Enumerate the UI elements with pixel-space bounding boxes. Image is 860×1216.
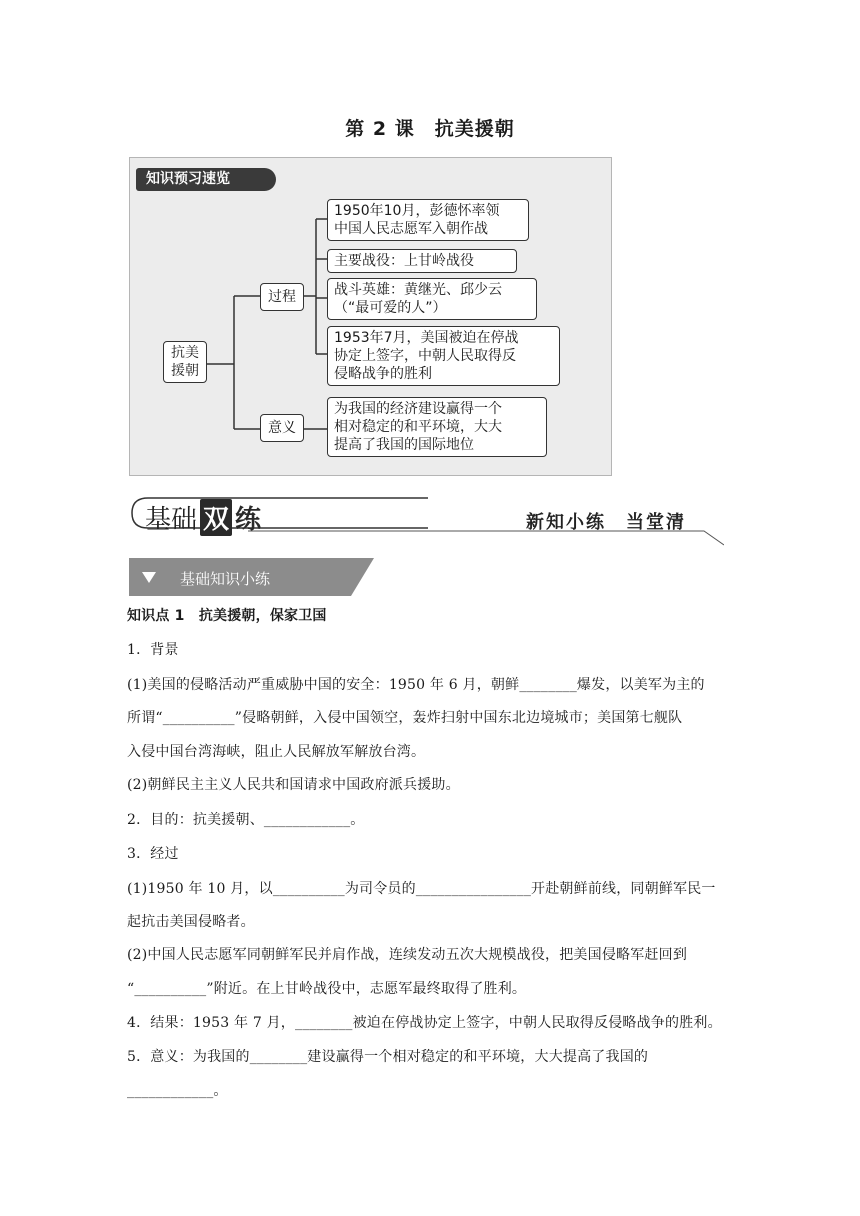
text-line-7: 3．经过 bbox=[127, 846, 179, 862]
band-word-1: 基础 bbox=[145, 505, 198, 535]
mind-map-root: 抗美 援朝 bbox=[163, 341, 207, 383]
band-word-2: 双 bbox=[200, 499, 232, 536]
text-line-11: “__________”附近。在上甘岭战役中，志愿军最终取得了胜利。 bbox=[127, 981, 527, 997]
band-title bbox=[145, 499, 261, 536]
branch-significance: 意义 bbox=[260, 414, 304, 442]
significance-item: 为我国的经济建设赢得一个 相对稳定的和平环境，大大 提高了我国的国际地位 bbox=[327, 397, 547, 457]
text-line-9: 起抗击美国侵略者。 bbox=[127, 914, 255, 930]
text-line-12: 4．结果：1953 年 7 月，________被迫在停战协定上签字，中朝人民取得反侵略战争的胜利。 bbox=[127, 1015, 722, 1031]
text-line-3: 所谓“__________”侵略朝鲜，入侵中国领空，轰炸扫射中国东北边境城市；美国第七舰队 bbox=[127, 710, 683, 726]
band-slogan: 新知小练 当堂清 bbox=[526, 512, 686, 533]
band-word-3: 练 bbox=[235, 505, 262, 535]
text-line-2: (1)美国的侵略活动严重威胁中国的安全：1950 年 6 月，朝鲜________爆发，以美军为主的 bbox=[127, 677, 705, 693]
process-item-heroes: 战斗英雄：黄继光、邱少云 （“最可爱的人”） bbox=[327, 278, 537, 320]
text-line-8: (1)1950 年 10 月，以__________为司令员的________________开赴朝鲜前线，同朝鲜军民一 bbox=[127, 881, 716, 897]
text-line-14: ____________。 bbox=[127, 1083, 228, 1099]
text-line-5: (2)朝鲜民主主义人民共和国请求中国政府派兵援助。 bbox=[127, 777, 460, 793]
triangle-down-icon bbox=[142, 572, 156, 584]
knowledge-point-heading: 知识点 1 抗美援朝，保家卫国 bbox=[127, 608, 327, 624]
text-line-4: 入侵中国台湾海峡，阻止人民解放军解放台湾。 bbox=[127, 744, 426, 760]
process-item-result: 1953年7月，美国被迫在停战 协定上签字，中朝人民取得反 侵略战争的胜利 bbox=[327, 326, 560, 386]
section-label: 基础知识小练 bbox=[180, 570, 271, 588]
process-item-entry: 1950年10月，彭德怀率领 中国人民志愿军入朝作战 bbox=[327, 199, 529, 241]
page-title: 第 2 课 抗美援朝 bbox=[345, 118, 515, 140]
text-line-13: 5．意义：为我国的________建设赢得一个相对稳定的和平环境，大大提高了我国的 bbox=[127, 1049, 649, 1065]
preview-tag: 知识预习速览 bbox=[136, 168, 276, 191]
text-line-1: 1．背景 bbox=[127, 642, 179, 658]
process-item-battle: 主要战役：上甘岭战役 bbox=[327, 249, 517, 273]
text-line-6: 2．目的：抗美援朝、____________。 bbox=[127, 812, 365, 828]
branch-process: 过程 bbox=[260, 283, 304, 311]
text-line-10: (2)中国人民志愿军同朝鲜军民并肩作战，连续发动五次大规模战役，把美国侵略军赶回到 bbox=[127, 947, 688, 963]
